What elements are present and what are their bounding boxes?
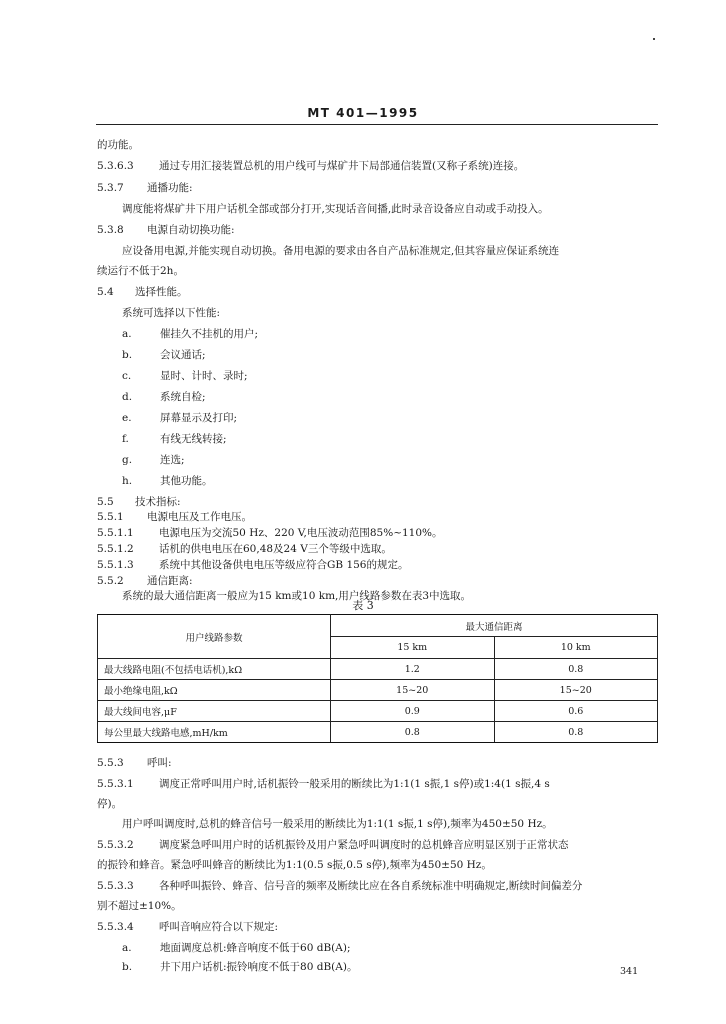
- clause-line: [97, 223, 235, 237]
- clause-text: 通播功能:: [147, 182, 193, 194]
- list-item: [122, 474, 213, 488]
- clause-number: h.: [122, 475, 133, 487]
- clause-text: 停)。: [97, 798, 123, 810]
- clause-line: [97, 181, 193, 195]
- clause-number: 5.5.3: [97, 757, 124, 769]
- cell-15km: 1.2: [331, 659, 495, 680]
- clause-line: [97, 777, 550, 791]
- clause-number: 5.5.3.4: [97, 921, 134, 933]
- col-header-10km: 10 km: [494, 637, 658, 659]
- clause-text: 通过专用汇接装置总机的用户线可与煤矿井下局部通信装置(又称子系统)连接。: [159, 160, 525, 172]
- clause-number: 5.5: [97, 496, 114, 508]
- clause-text: 用户呼叫调度时,总机的蜂音信号一般采用的断续比为1:1(1 s振,1 s停),频率为450±50 Hz。: [122, 818, 553, 830]
- clause-text: 地面调度总机:蜂音响度不低于60 dB(A);: [160, 942, 351, 954]
- text-line: [97, 264, 184, 278]
- clause-text: 调度正常呼叫用户时,话机振铃一般采用的断续比为1:1(1 s振,1 s停)或1:4(1 s振,4 s: [159, 778, 550, 790]
- clause-text: 调度能将煤矿井下用户话机全部或部分打开,实现话音间播,此时录音设备应自动或手动投入。: [122, 203, 549, 215]
- clause-text: 各种呼叫振铃、蜂音、信号音的频率及断续比应在各自系统标准中明确规定,断续时间偏差分: [159, 880, 583, 892]
- clause-number: b.: [122, 349, 133, 361]
- clause-number: a.: [122, 328, 132, 340]
- clause-text: 电源电压及工作电压。: [147, 511, 252, 523]
- clause-number: 5.5.1.2: [97, 543, 134, 555]
- col-header-group: 最大通信距离: [331, 615, 658, 637]
- clause-number: 5.5.1.1: [97, 527, 134, 539]
- table-row: [98, 722, 658, 743]
- cell-10km: 0.8: [494, 659, 658, 680]
- col-header-15km: 15 km: [331, 637, 495, 659]
- clause-text: 选择性能。: [135, 286, 188, 298]
- clause-text: 的功能。: [97, 139, 139, 151]
- text-line: [97, 138, 139, 152]
- clause-text: 井下用户话机:振铃响度不低于80 dB(A)。: [160, 961, 358, 973]
- clause-text: 会议通话;: [160, 349, 206, 361]
- clause-number: e.: [122, 412, 132, 424]
- clause-text: 系统中其他设备供电电压等级应符合GB 156的规定。: [159, 559, 409, 571]
- cell-param: 最大线间电容,μF: [98, 701, 331, 722]
- clause-text: 应设备用电源,并能实现自动切换。备用电源的要求由各自产品标准规定,但其容量应保证系统连: [122, 245, 560, 257]
- clause-text: 系统的最大通信距离一般应为15 km或10 km,用户线路参数在表3中选取。: [122, 590, 472, 602]
- clause-text: 屏幕显示及打印;: [160, 412, 238, 424]
- clause-number: 5.5.3.2: [97, 839, 134, 851]
- clause-text: 话机的供电电压在60,48及24 V三个等级中选取。: [159, 543, 392, 555]
- page-number: 341: [620, 966, 639, 977]
- cell-10km: 0.8: [494, 722, 658, 743]
- cell-param: 最大线路电阻(不包括电话机),kΩ: [98, 659, 331, 680]
- table-3: [97, 614, 658, 743]
- list-item: [122, 432, 227, 446]
- clause-line: [122, 941, 351, 955]
- clause-text: 通信距离:: [147, 575, 193, 587]
- text-line: [122, 817, 553, 831]
- clause-line: [97, 526, 443, 540]
- clause-line: [97, 542, 392, 556]
- cell-15km: 0.8: [331, 722, 495, 743]
- clause-line: [97, 285, 188, 299]
- clause-line: [97, 495, 181, 509]
- clause-number: g.: [122, 454, 133, 466]
- clause-text: 呼叫:: [147, 757, 172, 769]
- clause-text: 其他功能。: [160, 475, 213, 487]
- cell-10km: 0.6: [494, 701, 658, 722]
- list-item: [122, 327, 258, 341]
- clause-number: 5.3.8: [97, 224, 124, 236]
- clause-line: [97, 159, 524, 173]
- clause-text: 系统可选择以下性能:: [122, 307, 221, 319]
- clause-number: 5.5.3.3: [97, 880, 134, 892]
- clause-number: 5.5.1: [97, 511, 124, 523]
- text-line: [97, 797, 122, 811]
- table-row: [98, 659, 658, 680]
- text-line: [122, 244, 559, 258]
- clause-number: a.: [122, 942, 132, 954]
- clause-text: 连选;: [160, 454, 185, 466]
- cell-15km: 15~20: [331, 680, 495, 701]
- clause-number: b.: [122, 961, 133, 973]
- clause-number: d.: [122, 391, 133, 403]
- clause-line: [97, 879, 582, 893]
- clause-text: 有线无线转接;: [160, 433, 227, 445]
- clause-text: 别不超过±10%。: [97, 900, 182, 912]
- clause-line: [97, 920, 278, 934]
- clause-text: 调度紧急呼叫用户时的话机振铃及用户紧急呼叫调度时的总机蜂音应明显区别于正常状态: [159, 839, 569, 851]
- clause-text: 续运行不低于2h。: [97, 265, 184, 277]
- clause-number: c.: [122, 370, 132, 382]
- clause-text: 催挂久不挂机的用户;: [160, 328, 259, 340]
- col-header-param: 用户线路参数: [98, 615, 331, 659]
- text-line: [122, 306, 220, 320]
- clause-number: 5.3.6.3: [97, 160, 134, 172]
- clause-number: 5.4: [97, 286, 114, 298]
- clause-line: [97, 574, 193, 588]
- clause-text: 电源电压为交流50 Hz、220 V,电压波动范围85%~110%。: [159, 527, 443, 539]
- list-item: [122, 411, 237, 425]
- table-row: [98, 701, 658, 722]
- clause-line: [97, 756, 172, 770]
- clause-line: [122, 960, 357, 974]
- list-item: [122, 348, 206, 362]
- cell-15km: 0.9: [331, 701, 495, 722]
- clause-text: 的振铃和蜂音。紧急呼叫蜂音的断续比为1:1(0.5 s振,0.5 s停),频率为450±50 Hz。: [97, 859, 492, 871]
- table-title: 表 3: [352, 599, 374, 612]
- clause-number: 5.5.2: [97, 575, 124, 587]
- list-item: [122, 390, 206, 404]
- clause-number: 5.5.1.3: [97, 559, 134, 571]
- text-line: [97, 899, 182, 913]
- clause-number: 5.3.7: [97, 182, 124, 194]
- text-line: [122, 202, 549, 216]
- standard-header: MT 401—1995: [307, 106, 419, 120]
- clause-text: 呼叫音响应符合以下规定:: [159, 921, 279, 933]
- text-line: [97, 858, 492, 872]
- list-item: [122, 369, 248, 383]
- clause-text: 系统自检;: [160, 391, 206, 403]
- cell-10km: 15~20: [494, 680, 658, 701]
- clause-line: [97, 510, 252, 524]
- cell-param: 最小绝缘电阻,kΩ: [98, 680, 331, 701]
- clause-number: 5.5.3.1: [97, 778, 134, 790]
- clause-text: 技术指标:: [135, 496, 181, 508]
- clause-text: 显时、计时、录时;: [160, 370, 248, 382]
- cell-param: 每公里最大线路电感,mH/km: [98, 722, 331, 743]
- table-row: [98, 680, 658, 701]
- clause-line: [97, 558, 408, 572]
- clause-text: 电源自动切换功能:: [147, 224, 235, 236]
- clause-number: f.: [122, 433, 129, 445]
- clause-line: [97, 838, 569, 852]
- list-item: [122, 453, 185, 467]
